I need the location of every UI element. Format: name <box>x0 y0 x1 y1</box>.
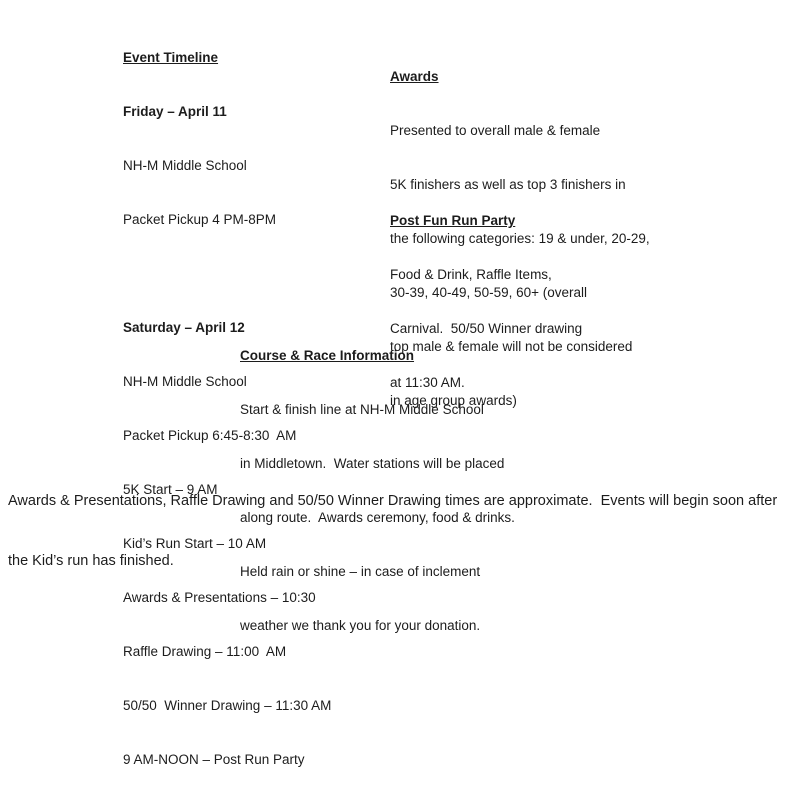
saturday-line: Kid’s Run Start – 10 AM <box>123 536 267 551</box>
post-fun-run-party-line: at 11:30 AM. <box>390 375 465 390</box>
post-fun-run-party-line: Food & Drink, Raffle Items, <box>390 267 552 282</box>
course-race-info-line: along route. Awards ceremony, food & drinks. <box>240 510 515 525</box>
awards-line: top male & female will not be considered <box>390 339 633 354</box>
course-race-info-line: weather we thank you for your donation. <box>240 618 481 633</box>
post-fun-run-party-line: Carnival. 50/50 Winner drawing <box>390 321 583 336</box>
saturday-line: 9 AM-NOON – Post Run Party <box>123 752 305 767</box>
saturday-line: 5K Start – 9 AM <box>123 482 218 497</box>
awards-heading: Awards <box>390 69 439 84</box>
course-race-info-line: Start & finish line at NH-M Middle School <box>240 402 484 417</box>
awards-line: 5K finishers as well as top 3 finishers in <box>390 177 626 192</box>
saturday-heading: Saturday – April 12 <box>123 320 245 335</box>
saturday-line: NH-M Middle School <box>123 374 247 389</box>
saturday-line: Awards & Presentations – 10:30 <box>123 590 316 605</box>
post-fun-run-party-heading: Post Fun Run Party <box>390 213 516 228</box>
awards-line: in age group awards) <box>390 393 517 408</box>
friday-heading: Friday – April 11 <box>123 104 227 119</box>
footer-note-line: Awards & Presentations, Raffle Drawing and 50/50 Winner Drawing times are approximate. Events will begin soon after <box>8 493 778 509</box>
event-timeline-heading: Event Timeline <box>123 50 219 65</box>
awards-line: Presented to overall male & female <box>390 123 601 138</box>
saturday-line: Packet Pickup 6:45-8:30 AM <box>123 428 297 443</box>
saturday-line: 50/50 Winner Drawing – 11:30 AM <box>123 698 332 713</box>
friday-line: NH-M Middle School <box>123 158 247 173</box>
awards-line: the following categories: 19 & under, 20-29, <box>390 231 650 246</box>
saturday-line: Raffle Drawing – 11:00 AM <box>123 644 287 659</box>
course-race-info-heading: Course & Race Information <box>240 348 415 363</box>
course-race-info-line: in Middletown. Water stations will be placed <box>240 456 505 471</box>
blank-line <box>123 265 331 283</box>
friday-line: Packet Pickup 4 PM-8PM <box>123 212 277 227</box>
course-race-info-line: Held rain or shine – in case of inclement <box>240 564 481 579</box>
awards-line: 30-39, 40-49, 50-59, 60+ (overall <box>390 285 588 300</box>
footer-note <box>8 451 777 611</box>
footer-note-line: the Kid’s run has finished. <box>8 553 174 569</box>
